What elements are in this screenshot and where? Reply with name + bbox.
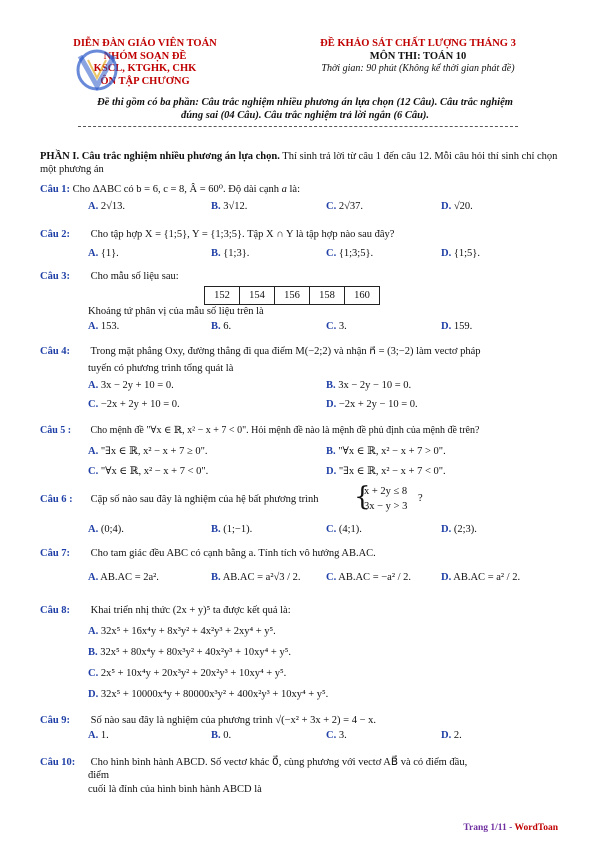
q8-option-c[interactable] xyxy=(88,668,286,679)
option-text: (4;1). xyxy=(338,524,362,535)
question-text-end: là: xyxy=(289,184,301,195)
option-text: (1;−1). xyxy=(223,524,253,535)
option-text: (0;4). xyxy=(100,524,124,535)
q7-option-b[interactable] xyxy=(211,572,301,583)
question-number: Câu 3: xyxy=(40,271,71,282)
header-right xyxy=(268,38,568,76)
option-label: B. xyxy=(88,647,98,658)
q4-option-c[interactable] xyxy=(88,399,180,410)
option-label: A. xyxy=(88,446,99,457)
q5-option-a[interactable] xyxy=(88,445,208,457)
intro-line1: Đề thi gồm có ba phần: Câu trắc nghiệm nhiều phương án lựa chọn (12 Câu). Câu trắc nghiệm xyxy=(97,97,513,108)
q3-option-d[interactable] xyxy=(441,321,472,332)
q6-option-c[interactable] xyxy=(326,524,362,535)
option-text: 6. xyxy=(223,321,232,332)
option-label: B. xyxy=(211,730,221,741)
option-text: "∀x ∈ ℝ, x² − x + 7 > 0". xyxy=(338,446,446,457)
time-limit: Thời gian: 90 phút (Không kể thời gian phát đề) xyxy=(321,63,515,74)
inequality-2: 3x − y > 3 xyxy=(364,501,408,512)
review-chapter: ÔN TẬP CHƯƠNG xyxy=(100,75,190,87)
q9-option-a[interactable] xyxy=(88,730,109,741)
question-number: Câu 2: xyxy=(40,229,71,240)
option-label: A. xyxy=(88,730,99,741)
intro-line2: đúng sai (04 Câu). Câu trắc nghiệm trả lời ngắn (6 Câu). xyxy=(180,109,430,121)
option-label: C. xyxy=(88,466,99,477)
question-text: Cho mệnh đề "∀x ∈ ℝ, x² − x + 7 < 0". Hỏi mệnh đề nào là mệnh đề phủ định của mệnh đề trên? xyxy=(90,425,480,436)
question-1 xyxy=(40,183,575,196)
question-text: Cặp số nào sau đây là nghiệm của hệ bất phương trình xyxy=(90,494,319,505)
group-name: NHÓM SOẠN ĐỀ xyxy=(103,50,187,62)
q8-option-b[interactable] xyxy=(88,647,291,658)
q2-option-b[interactable] xyxy=(211,248,249,259)
option-text: 2x⁵ + 10x⁴y + 20x³y² + 20x²y³ + 10xy⁴ + y⁵. xyxy=(100,668,287,679)
question-10-text2: điểm xyxy=(88,770,109,781)
option-text: "∀x ∈ ℝ, x² − x + 7 < 0". xyxy=(100,466,209,477)
sample-cell: 160 xyxy=(345,287,380,305)
option-text: 32x⁵ + 80x⁴y + 80x³y² + 40x²y³ + 10xy⁴ + y⁵. xyxy=(100,647,291,658)
option-text: 2√13. xyxy=(100,201,125,212)
question-2 xyxy=(40,228,575,241)
sample-cell: 158 xyxy=(310,287,345,305)
option-text: 2√37. xyxy=(338,201,363,212)
q3-option-b[interactable] xyxy=(211,321,231,332)
option-label: C. xyxy=(326,524,337,535)
q1-option-b[interactable] xyxy=(211,201,247,212)
option-text: "∃x ∈ ℝ, x² − x + 7 ≥ 0". xyxy=(100,446,208,457)
option-text: AB.AC = 2a². xyxy=(100,572,159,583)
option-label: A. xyxy=(88,201,99,212)
question-8 xyxy=(40,604,575,617)
part1-heading xyxy=(40,150,575,176)
option-text: {1;3;5}. xyxy=(338,248,374,259)
option-text: AB.AC = a² / 2. xyxy=(453,572,521,583)
q4-option-a[interactable] xyxy=(88,380,174,391)
option-label: C. xyxy=(326,248,337,259)
page-number: Trang 1/11 - xyxy=(463,823,515,833)
subject: MÔN THI: TOÁN 10 xyxy=(369,50,467,62)
question-text: Trong mặt phẳng Oxy, đường thẳng đi qua điểm M(−2;2) và nhận n⃗ = (3;−2) làm vectơ pháp xyxy=(90,346,481,357)
option-label: A. xyxy=(88,321,99,332)
inequality-1: x + 2y ≤ 8 xyxy=(364,486,408,497)
q5-option-d[interactable] xyxy=(326,465,446,477)
option-text: −2x + 2y − 10 = 0. xyxy=(338,399,418,410)
question-text: Số nào sau đây là nghiệm của phương trình √(−x² + 3x + 2) = 4 − x. xyxy=(90,715,377,726)
option-label: A. xyxy=(88,524,99,535)
question-number: Câu 9: xyxy=(40,715,71,726)
option-text: 3x − 2y + 10 = 0. xyxy=(100,380,174,391)
option-label: C. xyxy=(326,572,337,583)
page-footer xyxy=(463,823,558,833)
option-text: AB.AC = −a² / 2. xyxy=(338,572,412,583)
q7-option-d[interactable] xyxy=(441,572,520,583)
option-text: 1. xyxy=(100,730,109,741)
option-label: C. xyxy=(88,668,99,679)
question-number: Câu 7: xyxy=(40,548,71,559)
question-7 xyxy=(40,547,575,560)
q1-option-d[interactable] xyxy=(441,201,473,212)
q2-option-c[interactable] xyxy=(326,248,373,259)
option-label: D. xyxy=(326,399,337,410)
question-number: Câu 8: xyxy=(40,605,71,616)
option-label: A. xyxy=(88,572,99,583)
divider xyxy=(78,126,518,127)
question-number: Câu 5 : xyxy=(40,425,72,436)
option-label: D. xyxy=(88,689,99,700)
option-text: 3. xyxy=(338,730,347,741)
question-6 xyxy=(40,493,575,506)
exam-types: KSCL, KTGHK, CHK xyxy=(93,63,197,74)
question-var: a xyxy=(281,184,287,195)
option-text: √20. xyxy=(453,201,473,212)
question-3 xyxy=(40,270,575,283)
q5-option-b[interactable] xyxy=(326,445,446,457)
option-text: "∃x ∈ ℝ, x² − x + 7 < 0". xyxy=(338,466,446,477)
question-4 xyxy=(40,345,575,358)
logo-icon xyxy=(66,48,128,92)
option-text: AB.AC = a²√3 / 2. xyxy=(222,572,301,583)
question-10 xyxy=(40,756,575,769)
part1-desc: Thí sinh trả lời từ câu 1 đến câu 12. Mỗi câu hỏi thí sinh chỉ chọn một phương án xyxy=(40,151,558,175)
option-label: C. xyxy=(326,730,337,741)
option-label: B. xyxy=(211,248,221,259)
question-number: Câu 6 : xyxy=(40,494,73,505)
question-text: Cho hình bình hành ABCD. Số vectơ khác 0⃗, cùng phương với vectơ AB⃗ và có điểm đầu, xyxy=(90,757,468,768)
option-text: {1;3}. xyxy=(223,248,250,259)
sample-data-table xyxy=(204,286,380,305)
part1-title: PHẦN I. Câu trắc nghiệm nhiều phương án lựa chọn. xyxy=(40,151,280,162)
forum-name: DIỄN ĐÀN GIÁO VIÊN TOÁN xyxy=(73,38,217,49)
question-4-text2: tuyến có phương trình tổng quát là xyxy=(88,363,234,374)
option-label: D. xyxy=(441,524,452,535)
q1-option-c[interactable] xyxy=(326,201,363,212)
sample-cell: 156 xyxy=(275,287,310,305)
option-label: D. xyxy=(441,321,452,332)
option-label: D. xyxy=(441,730,452,741)
option-label: D. xyxy=(441,572,452,583)
q4-option-b[interactable] xyxy=(326,380,411,391)
q7-option-a[interactable] xyxy=(88,572,159,583)
question-9 xyxy=(40,714,575,727)
option-text: 3x − 2y − 10 = 0. xyxy=(338,380,412,391)
option-label: C. xyxy=(326,321,337,332)
q6-option-d[interactable] xyxy=(441,524,477,535)
question-3-text2: Khoảng tứ phân vị của mẫu số liệu trên là xyxy=(88,306,264,317)
option-text: {1;5}. xyxy=(453,248,480,259)
option-text: {1}. xyxy=(100,248,119,259)
option-text: (2;3). xyxy=(453,524,477,535)
system-brace: { xyxy=(354,482,371,512)
option-text: 0. xyxy=(223,730,232,741)
q3-option-c[interactable] xyxy=(326,321,347,332)
q2-option-a[interactable] xyxy=(88,248,119,259)
q5-option-c[interactable] xyxy=(88,465,208,477)
q6-option-a[interactable] xyxy=(88,524,124,535)
sample-cell: 154 xyxy=(240,287,275,305)
option-label: D. xyxy=(441,201,452,212)
sample-cell: 152 xyxy=(205,287,240,305)
option-label: A. xyxy=(88,380,99,391)
q8-option-a[interactable] xyxy=(88,626,276,637)
option-label: D. xyxy=(326,466,337,477)
option-label: C. xyxy=(88,399,99,410)
option-label: B. xyxy=(326,446,336,457)
option-label: A. xyxy=(88,248,99,259)
q8-option-d[interactable] xyxy=(88,689,328,700)
option-label: C. xyxy=(326,201,337,212)
inequality-system xyxy=(364,484,407,514)
question-text: Cho tam giác đều ABC có cạnh bằng a. Tính tích vô hướng AB.AC. xyxy=(90,548,376,559)
option-text: 32x⁵ + 16x⁴y + 8x³y² + 4x²y³ + 2xy⁴ + y⁵. xyxy=(100,626,276,637)
option-label: B. xyxy=(211,524,221,535)
question-mark: ? xyxy=(418,493,423,504)
option-text: 3√12. xyxy=(223,201,248,212)
question-10-text3: cuối là đỉnh của hình bình hành ABCD là xyxy=(88,784,262,795)
question-text: Cho mẫu số liệu sau: xyxy=(90,271,179,282)
question-number: Câu 10: xyxy=(40,757,76,768)
option-text: 159. xyxy=(453,321,473,332)
exam-intro xyxy=(40,97,570,122)
option-text: 3. xyxy=(338,321,347,332)
question-number: Câu 4: xyxy=(40,346,71,357)
question-text: Khai triển nhị thức (2x + y)⁵ ta được kết quả là: xyxy=(90,605,291,616)
option-text: 32x⁵ + 10000x⁴y + 80000x³y² + 400x²y³ + 10xy⁴ + y⁵. xyxy=(100,689,329,700)
q6-option-b[interactable] xyxy=(211,524,252,535)
q9-option-d[interactable] xyxy=(441,730,462,741)
q3-option-a[interactable] xyxy=(88,321,119,332)
option-label: D. xyxy=(441,248,452,259)
question-text: Cho tập hợp X = {1;5}, Y = {1;3;5}. Tập X ∩ Y là tập hợp nào sau đây? xyxy=(90,229,395,240)
option-text: 2. xyxy=(453,730,462,741)
brand-name: WordToan xyxy=(514,823,558,833)
option-label: B. xyxy=(326,380,336,391)
option-text: −2x + 2y + 10 = 0. xyxy=(100,399,180,410)
option-label: A. xyxy=(88,626,99,637)
q7-option-c[interactable] xyxy=(326,572,411,583)
q9-option-c[interactable] xyxy=(326,730,347,741)
exam-title: ĐỀ KHẢO SÁT CHẤT LƯỢNG THÁNG 3 xyxy=(320,38,516,49)
option-label: B. xyxy=(211,201,221,212)
q1-option-a[interactable] xyxy=(88,201,125,212)
question-5 xyxy=(40,424,575,437)
question-number: Câu 1: xyxy=(40,184,71,195)
q9-option-b[interactable] xyxy=(211,730,231,741)
q2-option-d[interactable] xyxy=(441,248,480,259)
option-text: 153. xyxy=(100,321,120,332)
q4-option-d[interactable] xyxy=(326,399,418,410)
question-text: Cho ΔABC có b = 6, c = 8, Â = 60⁰. Độ dài cạnh xyxy=(72,184,280,195)
option-label: B. xyxy=(211,572,221,583)
option-label: B. xyxy=(211,321,221,332)
